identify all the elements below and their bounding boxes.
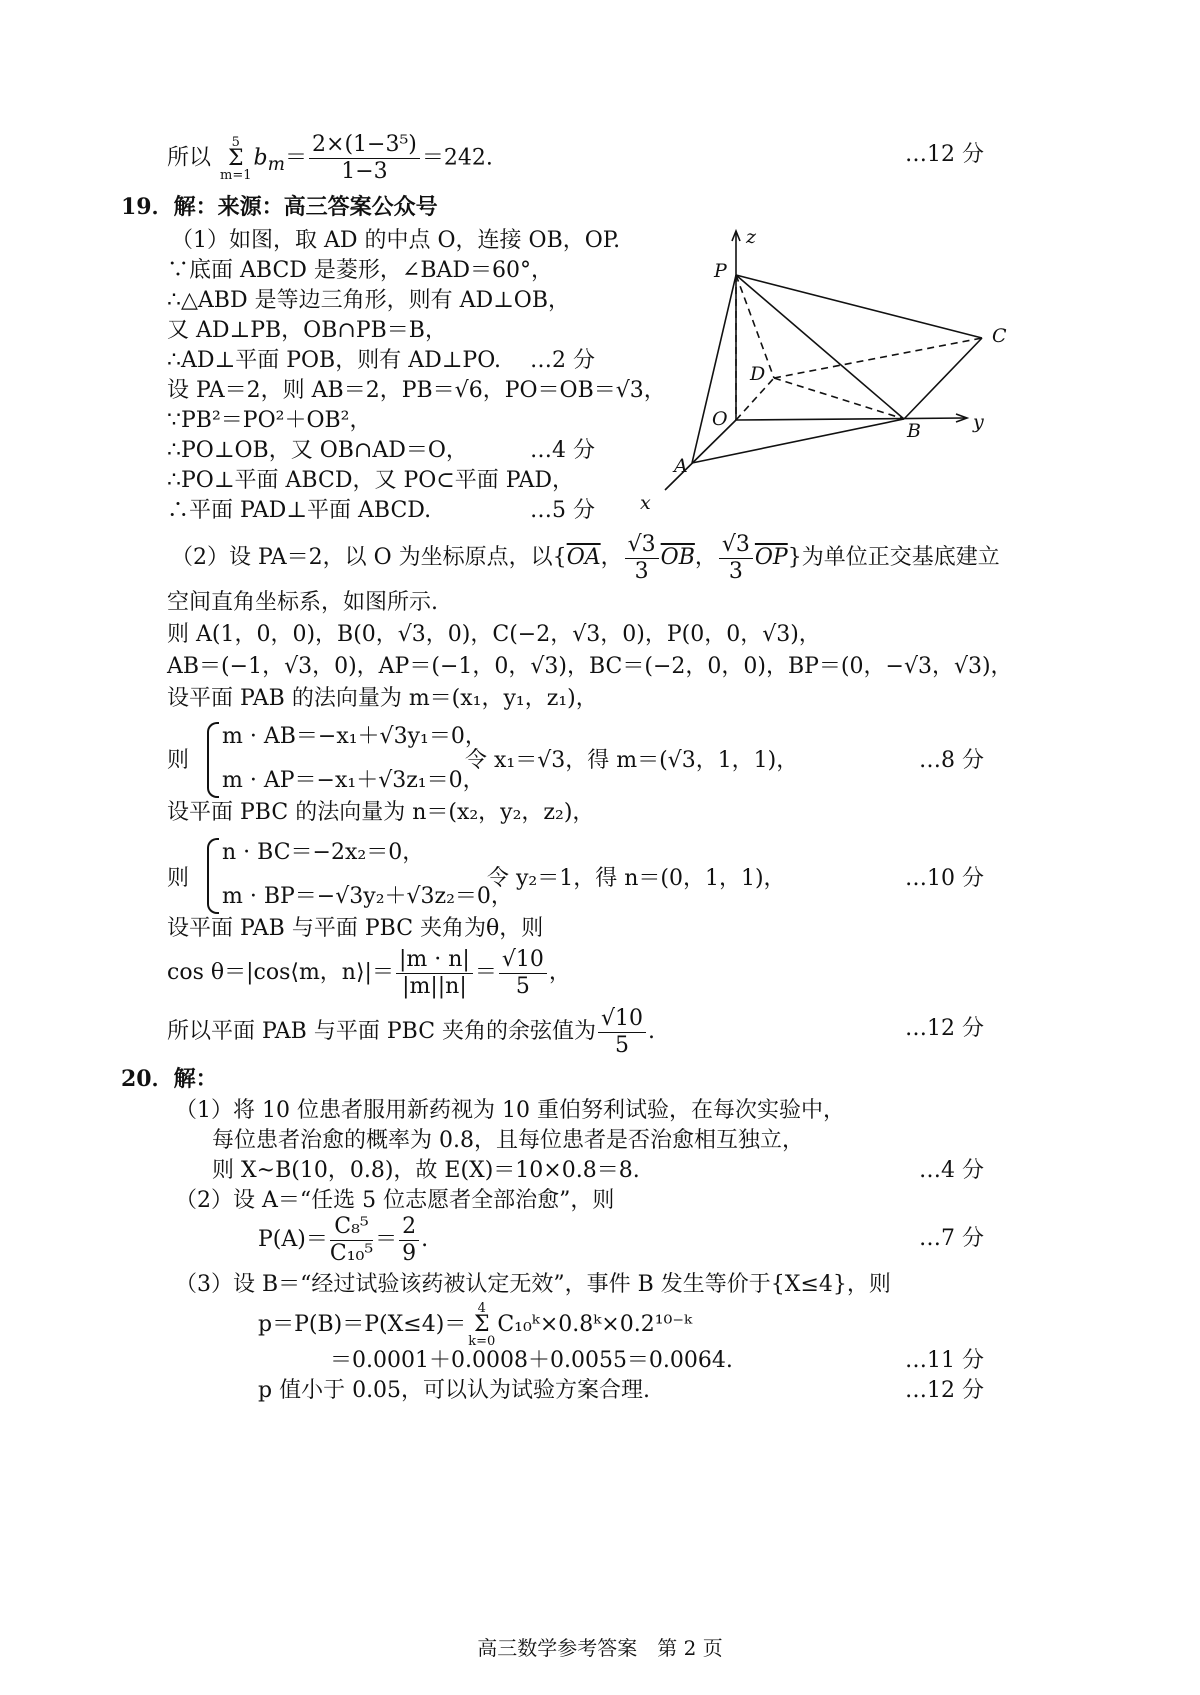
q19-line-2: ∵底面 ABCD 是菱形，∠BAD＝60°， bbox=[167, 258, 554, 283]
q19-line-9: ∴PO⊥平面 ABCD，又 PO⊂平面 PAD， bbox=[167, 468, 575, 493]
p2-num: C₈⁵ bbox=[330, 1214, 373, 1241]
q19-line-10: ∴平面 PAD⊥平面 ABCD. bbox=[167, 498, 432, 523]
cos-den: |m||n| bbox=[402, 973, 467, 999]
q20-p1-line3: 则 X~B(10，0.8)，故 E(X)＝10×0.8＝8. bbox=[212, 1158, 640, 1183]
sys1-line1: m · AB＝−x₁＋√3y₁＝0， bbox=[222, 724, 487, 749]
q20-p3-line2 bbox=[258, 1302, 692, 1348]
conclusion-den: 5 bbox=[615, 1032, 630, 1058]
part2-intro: （2）设 PA＝2，以 O 为坐标原点，以{ bbox=[171, 545, 567, 570]
p3-prefix: p＝P(B)＝P(X≤4)＝ bbox=[258, 1312, 467, 1337]
edge-DB bbox=[774, 378, 904, 419]
sum-num: 2×(1−3⁵) bbox=[309, 132, 420, 159]
cos-eq: ＝ bbox=[474, 960, 497, 985]
sys1-result: 令 x₁＝√3，得 m＝(√3，1，1)， bbox=[465, 748, 799, 773]
p2-frac-1 bbox=[330, 1214, 373, 1267]
label-x: x bbox=[640, 492, 651, 514]
q19-line-1: （1）如图，取 AD 的中点 O，连接 OB，OP. bbox=[171, 228, 621, 253]
label-y: y bbox=[973, 411, 984, 433]
score-10: …10 分 bbox=[905, 866, 984, 891]
sum-den: 1−3 bbox=[341, 159, 388, 184]
p3-sum-lower: k=0 bbox=[468, 1334, 496, 1349]
score-12-q19: …12 分 bbox=[905, 1016, 984, 1041]
frac-a-num: √3 bbox=[625, 532, 659, 559]
conclusion-period: . bbox=[648, 1019, 656, 1044]
q19-normal-m-intro: 设平面 PAB 的法向量为 m＝(x₁，y₁，z₁)， bbox=[167, 686, 598, 711]
score-12-q20: …12 分 bbox=[905, 1378, 984, 1403]
conclusion-text: 所以平面 PAB 与平面 PBC 夹角的余弦值为 bbox=[167, 1019, 597, 1044]
q19-line-3: ∴△ABD 是等边三角形，则有 AD⊥OB， bbox=[167, 288, 571, 313]
summation-symbol: 5 Σ m=1 bbox=[220, 134, 252, 183]
p2-prefix: P(A)＝ bbox=[258, 1227, 328, 1252]
frac-sqrt3-3-b bbox=[719, 532, 753, 585]
frac-b-num: √3 bbox=[719, 532, 753, 559]
frac-b-den: 3 bbox=[728, 558, 743, 584]
conclusion-num: √10 bbox=[598, 1006, 646, 1033]
pyramid-figure bbox=[640, 225, 1020, 515]
label-B: B bbox=[907, 420, 921, 442]
sum-fraction bbox=[309, 132, 420, 185]
brace-2 bbox=[207, 838, 219, 914]
label-P: P bbox=[714, 260, 727, 282]
score-7: …7 分 bbox=[919, 1226, 984, 1251]
q20-p1-line2: 每位患者治愈的概率为 0.8，且每位患者是否治愈相互独立， bbox=[212, 1128, 804, 1153]
vec-OA: $\overline{OA}$ bbox=[566, 545, 601, 570]
sum-lower: m=1 bbox=[220, 167, 252, 183]
p2-frac-2 bbox=[399, 1214, 419, 1267]
score-11: …11 分 bbox=[905, 1348, 984, 1373]
p2-den2: 9 bbox=[402, 1240, 417, 1266]
q20-p1-line1: （1）将 10 位患者服用新药视为 10 重伯努利试验，在每次实验中， bbox=[175, 1098, 845, 1123]
score-4b: …4 分 bbox=[919, 1158, 984, 1183]
q20-p2-line1: （2）设 A＝“任选 5 位志愿者全部治愈”，则 bbox=[175, 1188, 615, 1213]
sys2-line2: m · BP＝−√3y₂＋√3z₂＝0， bbox=[222, 884, 513, 909]
label-C: C bbox=[992, 325, 1007, 347]
label-A: A bbox=[674, 455, 688, 477]
q19-line-8: ∴PO⊥OB，又 OB∩AD＝O， bbox=[167, 438, 468, 463]
q19-line-7: ∵PB²＝PO²＋OB²， bbox=[167, 408, 372, 433]
q20-p3-line3: ＝0.0001＋0.0008＋0.0055＝0.0064. bbox=[330, 1348, 733, 1373]
vec-OP: $\overline{OP}$ bbox=[754, 545, 788, 570]
comma-2: ， bbox=[694, 545, 717, 570]
q19-conclusion bbox=[167, 1004, 655, 1060]
sys1-line2: m · AP＝−x₁＋√3z₁＝0， bbox=[222, 768, 485, 793]
p3-suffix: C₁₀ᵏ×0.8ᵏ×0.2¹⁰⁻ᵏ bbox=[497, 1312, 692, 1337]
edge-DC bbox=[774, 338, 982, 378]
edge-PA bbox=[692, 275, 736, 463]
sum-result: ＝242. bbox=[421, 145, 493, 171]
q20-heading: 20．解： bbox=[121, 1066, 218, 1092]
cos-frac-2 bbox=[499, 947, 547, 1000]
q20-p3-line4: p 值小于 0.05，可以认为试验方案合理. bbox=[258, 1378, 651, 1403]
cos-den2: 5 bbox=[515, 973, 530, 999]
label-O: O bbox=[712, 408, 728, 430]
ze-1: 则 bbox=[167, 748, 190, 773]
part2-intro-end: }为单位正交基底建立 bbox=[787, 545, 1000, 570]
cos-prefix: cos θ＝|cos⟨m，n⟩|＝ bbox=[167, 960, 394, 985]
cos-num: |m · n| bbox=[396, 947, 473, 974]
y-axis bbox=[736, 418, 965, 420]
vec-OB: $\overline{OB}$ bbox=[660, 545, 695, 570]
p2-num2: 2 bbox=[399, 1214, 419, 1241]
sys2-result: 令 y₂＝1，得 n＝(0，1，1)， bbox=[487, 866, 786, 891]
p2-eq: ＝ bbox=[375, 1227, 398, 1252]
score-5: …5 分 bbox=[530, 498, 595, 523]
q19-line-4: 又 AD⊥PB，OB∩PB＝B， bbox=[167, 318, 447, 343]
q19-heading: 19．解：来源：高三答案公众号 bbox=[121, 194, 438, 220]
q19-part2-line2: 空间直角坐标系，如图所示. bbox=[167, 590, 438, 615]
label-D: D bbox=[750, 363, 766, 385]
q19-angle-intro: 设平面 PAB 与平面 PBC 夹角为θ，则 bbox=[167, 916, 544, 941]
ze-2: 则 bbox=[167, 866, 190, 891]
frac-sqrt3-3-a bbox=[625, 532, 659, 585]
brace-1 bbox=[207, 722, 219, 798]
q19-line-6: 设 PA＝2，则 AB＝2，PB＝√6，PO＝OB＝√3， bbox=[167, 378, 666, 403]
sys2-line1: n · BC＝−2x₂＝0， bbox=[222, 840, 425, 865]
p2-den: C₁₀⁵ bbox=[329, 1240, 374, 1266]
q19-coords: 则 A(1，0，0)，B(0，√3，0)，C(−2，√3，0)，P(0，0，√3)， bbox=[167, 622, 821, 647]
conclusion-frac bbox=[598, 1006, 646, 1059]
q19-normal-n-intro: 设平面 PBC 的法向量为 n＝(x₂，y₂，z₂)， bbox=[167, 800, 595, 825]
sum-prefix: 所以 bbox=[167, 145, 212, 171]
score-top: …12 分 bbox=[905, 142, 984, 167]
q20-p2-formula bbox=[258, 1212, 428, 1268]
cos-frac-1 bbox=[396, 947, 473, 1000]
comma-1: ， bbox=[600, 545, 623, 570]
cos-end: ， bbox=[548, 960, 571, 985]
frac-a-den: 3 bbox=[634, 558, 649, 584]
q20-p3-line1: （3）设 B＝“经过试验该药被认定无效”，事件 B 发生等价于{X≤4}，则 bbox=[175, 1272, 891, 1297]
sum-sub: m bbox=[267, 153, 285, 175]
score-2: …2 分 bbox=[530, 348, 595, 373]
score-4a: …4 分 bbox=[530, 438, 595, 463]
p3-summation: 4 Σ k=0 bbox=[468, 1301, 496, 1349]
score-8: …8 分 bbox=[919, 748, 984, 773]
p3-sum-upper: 4 bbox=[477, 1301, 486, 1316]
label-z: z bbox=[746, 226, 757, 248]
q19-vectors: AB＝(−1，√3，0)，AP＝(−1，0，√3)，BC＝(−2，0，0)，BP＝(0，−√3，√3)， bbox=[167, 654, 1013, 679]
p2-end: . bbox=[421, 1227, 429, 1252]
cos-num2: √10 bbox=[499, 947, 547, 974]
q19-line-5: ∴AD⊥平面 POB，则有 AD⊥PO. bbox=[167, 348, 501, 373]
q19-part2-line1 bbox=[171, 530, 1000, 586]
sum-var: b bbox=[253, 145, 268, 171]
q19-cos-line bbox=[167, 944, 571, 1002]
page-footer: 高三数学参考答案 第 2 页 bbox=[477, 1636, 723, 1660]
sum-upper: 5 bbox=[231, 134, 240, 150]
sum-line: 所以 5 Σ $m=1b_m=$ $\frac{\text{2×(1−3⁵)}}{1-3}$ ＝242. bbox=[167, 132, 493, 184]
